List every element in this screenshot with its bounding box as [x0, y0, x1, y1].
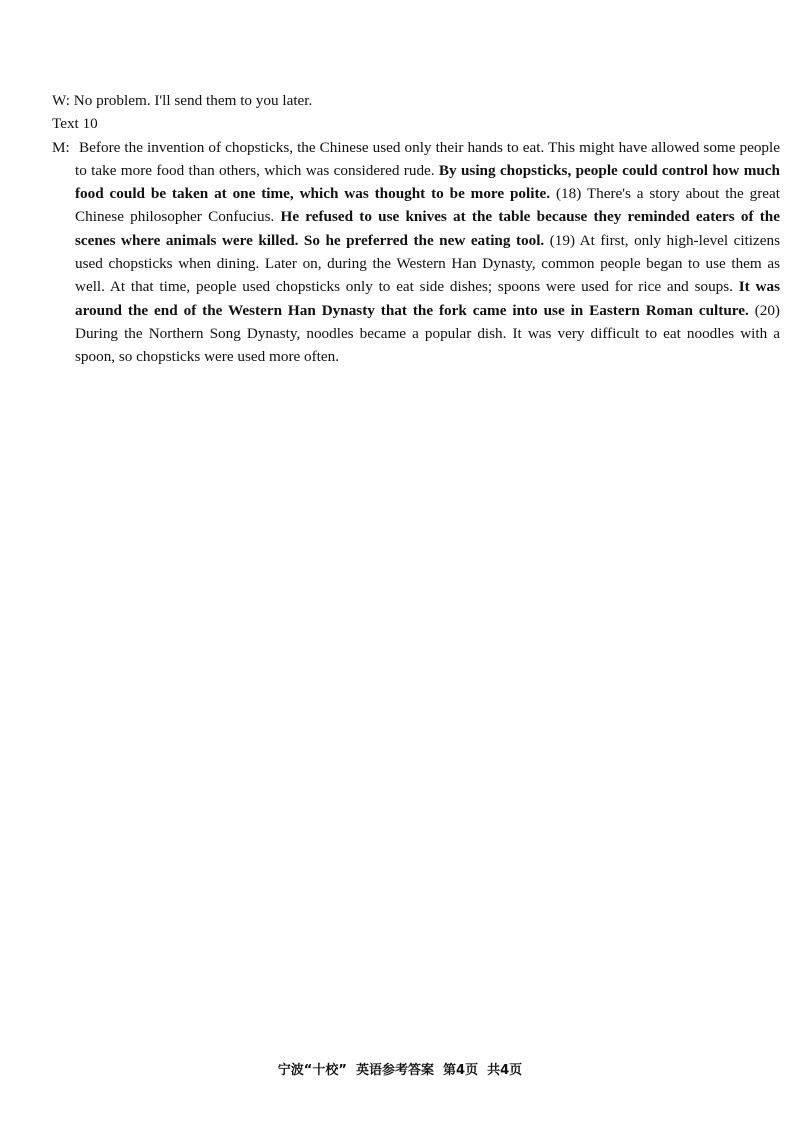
- segment-7: (20) During the Northern Song Dynasty, noodles became a popular dish. It was very difficult to eat noodles with a spoon, so chopsticks were used more often.: [75, 301, 780, 366]
- speaker-m: M:: [52, 138, 70, 156]
- segment-3: (18) There's a story about the great Chinese philosopher Confucius.: [75, 185, 780, 226]
- speaker-w: W:: [52, 92, 70, 109]
- line-w-text: No problem. I'll send them to you later.: [70, 92, 313, 109]
- answer-18: By using chopsticks, people could control how much food could be taken at one time, which was thought to be more polite.: [75, 161, 780, 203]
- footer-school: 宁波“十校”: [277, 1063, 347, 1078]
- page-footer: [0, 1059, 800, 1078]
- dialogue-paragraph-m: [52, 136, 780, 369]
- section-label: Text 10: [52, 115, 98, 133]
- footer-total: 共4页: [487, 1063, 523, 1078]
- answer-20: It was around the end of the Western Han Dynasty that the fork came into use in Eastern Roman culture.: [75, 278, 780, 319]
- dialogue-line-w: [52, 89, 780, 112]
- footer-page: 第4页: [443, 1063, 479, 1078]
- segment-5: (19) At first, only high-level citizens used chopsticks when dining. Later on, during the Western Han Dynasty, common people began to use them as well. At that time, people used chopsticks only to eat side dishes; spoons were used for rice and soups.: [75, 231, 780, 296]
- footer-subject: 英语参考答案: [355, 1063, 434, 1078]
- segment-1: Before the invention of chopsticks, the Chinese used only their hands to eat. This might have allowed some people to take more food than others, which was considered rude.: [75, 138, 780, 179]
- answer-19: He refused to use knives at the table because they reminded eaters of the scenes where animals were killed. So he preferred the new eating tool.: [75, 208, 780, 249]
- transcript-body: [52, 89, 780, 369]
